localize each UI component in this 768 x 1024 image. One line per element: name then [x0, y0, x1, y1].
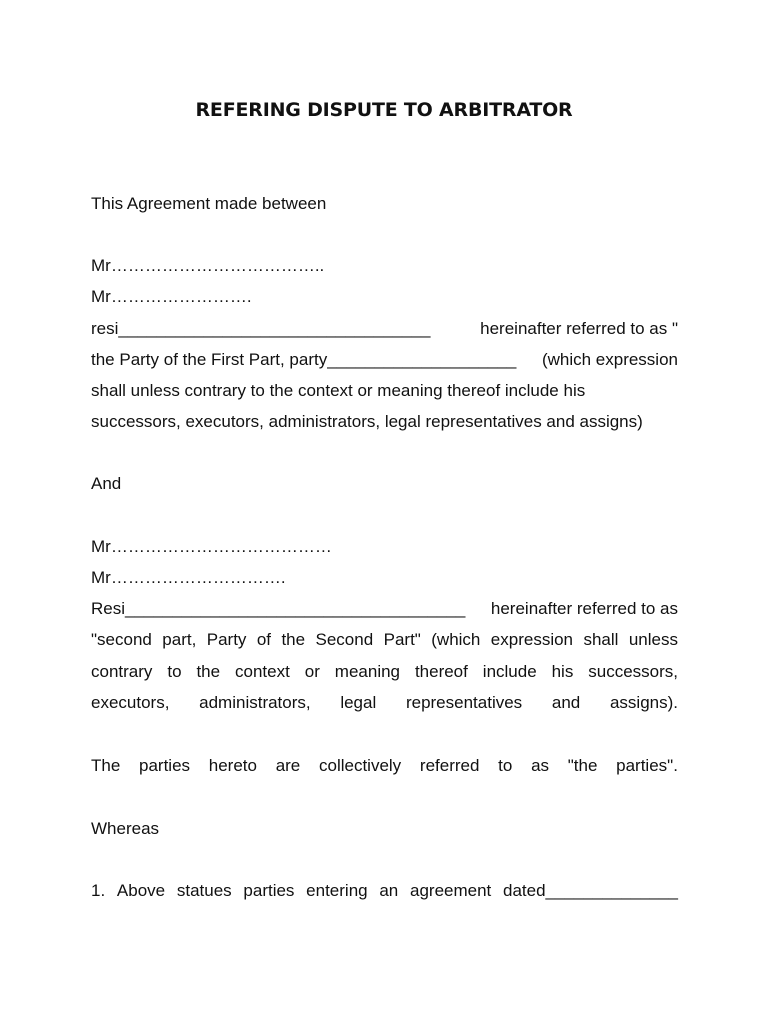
- first-party-residence-line: [91, 317, 678, 341]
- and-text: And: [91, 474, 122, 493]
- clause-word: include: [482, 662, 537, 681]
- clause-1-word: dated______________: [503, 881, 678, 900]
- clause-1-word: statues: [176, 881, 232, 900]
- collective-word: "the: [567, 756, 598, 775]
- clause-word: thereof: [414, 662, 468, 681]
- clause-1-word: entering: [306, 881, 368, 900]
- clause-word: and: [551, 693, 581, 712]
- clause-word: the: [196, 662, 221, 681]
- clause-word: part,: [162, 630, 197, 649]
- first-party-name-line-2: Mr…………………….: [91, 287, 252, 306]
- clause-word: assigns).: [609, 693, 678, 712]
- clause-1-word: 1.: [91, 881, 106, 900]
- first-party-name-line-1: Mr………………………………..: [91, 256, 325, 275]
- collective-word: referred: [419, 756, 480, 775]
- recital-clause-1: [91, 879, 678, 903]
- second-party-clause-line-1: [91, 628, 678, 652]
- clause-word: expression: [490, 630, 574, 649]
- clause-word: Part": [383, 630, 421, 649]
- second-party-clause-line-2: [91, 660, 678, 684]
- clause-word: administrators,: [199, 693, 311, 712]
- clause-word: the: [281, 630, 306, 649]
- first-party-hereinafter-text: hereinafter referred to as ": [480, 319, 678, 338]
- second-party-hereinafter-text: hereinafter referred to as: [490, 599, 678, 618]
- clause-word: contrary: [91, 662, 153, 681]
- clause-word: context: [235, 662, 290, 681]
- clause-word: legal: [340, 693, 377, 712]
- collective-word: as: [531, 756, 550, 775]
- second-party-name-line-2: Mr………………………….: [91, 568, 286, 587]
- second-party-residence-blank: Resi____________________________________: [91, 599, 466, 618]
- collective-reference-line: [91, 754, 678, 778]
- clause-word: or: [304, 662, 320, 681]
- first-party-designation-text: the Party of the First Part, party____________________: [91, 350, 517, 369]
- first-party-clause-line-1: shall unless contrary to the context or meaning thereof include his: [91, 381, 586, 400]
- clause-word: unless: [628, 630, 678, 649]
- clause-word: to: [167, 662, 182, 681]
- clause-1-word: an: [379, 881, 399, 900]
- collective-word: The: [91, 756, 121, 775]
- clause-1-word: Above: [116, 881, 166, 900]
- clause-word: of: [256, 630, 272, 649]
- second-party-clause-line-3: [91, 691, 678, 715]
- collective-word: hereto: [208, 756, 257, 775]
- collective-word: parties".: [616, 756, 678, 775]
- collective-word: to: [498, 756, 513, 775]
- clause-word: executors,: [91, 693, 170, 712]
- clause-1-word: parties: [243, 881, 295, 900]
- first-party-clause-line-2: successors, executors, administrators, legal representatives and assigns): [91, 412, 643, 431]
- whereas-text: Whereas: [91, 819, 160, 838]
- second-party-name-line-1: Mr…………………………………: [91, 537, 332, 556]
- first-party-expression-text: (which expression: [541, 350, 678, 369]
- clause-word: representatives: [405, 693, 523, 712]
- collective-word: parties: [139, 756, 191, 775]
- collective-word: are: [275, 756, 301, 775]
- document-title: REFERING DISPUTE TO ARBITRATOR: [195, 99, 573, 121]
- second-party-residence-line: [91, 597, 678, 621]
- first-party-designation-line: [91, 348, 678, 372]
- collective-word: collectively: [318, 756, 402, 775]
- clause-word: shall: [583, 630, 619, 649]
- clause-word: "second: [91, 630, 152, 649]
- clause-word: (which: [431, 630, 481, 649]
- first-party-residence-blank: resi_________________________________: [91, 319, 431, 338]
- clause-1-word: agreement: [410, 881, 492, 900]
- clause-word: his: [551, 662, 574, 681]
- clause-word: Party: [206, 630, 247, 649]
- clause-word: Second: [315, 630, 374, 649]
- intro-text: This Agreement made between: [91, 194, 327, 213]
- clause-word: successors,: [588, 662, 678, 681]
- clause-word: meaning: [334, 662, 401, 681]
